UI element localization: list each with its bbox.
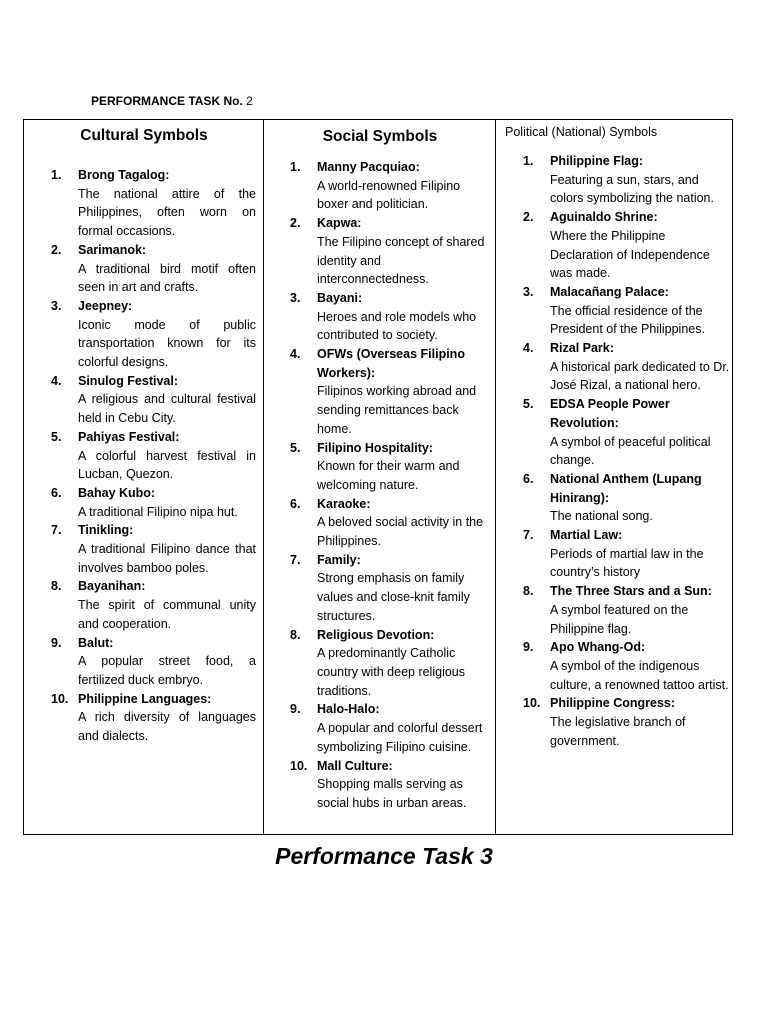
item-description: A traditional Filipino nipa hut. [78, 504, 238, 519]
item-description: Known for their warm and welcoming nature. [317, 459, 460, 492]
item-title: Malacañang Palace: [550, 284, 669, 299]
item-number: 2. [290, 216, 301, 231]
item-title: Halo-Halo: [317, 702, 380, 717]
item-description: Iconic mode of public transportation known for its colorful designs. [78, 317, 256, 370]
list-item [51, 241, 256, 297]
item-number: 9. [290, 702, 301, 717]
item-number: 10. [51, 691, 69, 706]
list-item [290, 551, 492, 626]
item-number: 2. [523, 210, 534, 225]
item-description: A symbol of peaceful political change. [550, 434, 711, 468]
item-description: A colorful harvest festival in Lucban, Quezon. [78, 448, 256, 482]
item-number: 7. [51, 523, 62, 538]
list-item [51, 521, 256, 577]
list-item [51, 297, 256, 372]
item-description: A predominantly Catholic country with deep religious traditions. [317, 646, 465, 698]
list-item [523, 694, 731, 750]
list-item [523, 152, 731, 208]
list-item [51, 372, 256, 428]
item-title: EDSA People Power Revolution: [550, 397, 670, 430]
item-number: 1. [51, 168, 62, 182]
item-title: Aguinaldo Shrine: [550, 210, 658, 225]
item-number: 7. [523, 528, 534, 543]
item-description: A rich diversity of languages and dialects. [78, 710, 256, 744]
list-item [51, 690, 256, 746]
list-item [523, 526, 731, 582]
item-number: 1. [523, 154, 534, 168]
list-item [290, 345, 492, 439]
item-title: Mall Culture: [317, 758, 393, 773]
list-item [51, 634, 256, 690]
item-number: 8. [290, 627, 301, 642]
item-description: A popular street food, a fertilized duck embryo. [78, 654, 256, 687]
column-title: Political (National) Symbols [505, 125, 658, 139]
list-item [523, 339, 731, 395]
item-title: Kapwa: [317, 216, 362, 231]
item-number: 5. [523, 397, 534, 412]
list-item [523, 470, 731, 526]
item-description: A world-renowned Filipino boxer and politician. [317, 178, 461, 212]
item-title: Martial Law: [550, 528, 623, 543]
task-number-label: PERFORMANCE TASK No. [91, 94, 243, 108]
item-description: The official residence of the President of the Philippines. [550, 303, 705, 337]
column-title: Cultural Symbols [80, 127, 208, 144]
item-number: 10. [290, 758, 308, 773]
item-description: The national song. [550, 509, 653, 524]
page-title: Performance Task 3 [275, 843, 493, 869]
item-description: A historical park dedicated to Dr. José Rizal, a national hero. [550, 359, 730, 393]
item-title: OFWs (Overseas Filipino Workers): [317, 347, 465, 380]
item-number: 5. [290, 440, 301, 455]
item-number: 5. [51, 429, 62, 444]
column-title: Social Symbols [322, 128, 438, 145]
item-number: 3. [290, 290, 301, 305]
item-number: 10. [523, 696, 541, 711]
task-number-heading [91, 94, 253, 108]
item-number: 8. [51, 579, 62, 594]
list-item [51, 428, 256, 484]
symbol-list [51, 166, 256, 746]
item-title: Tinikling: [78, 523, 134, 538]
item-description: The legislative branch of government. [550, 715, 686, 748]
list-item [523, 395, 731, 470]
symbol-list [523, 152, 731, 751]
list-item [290, 439, 492, 495]
symbols-table [23, 119, 733, 835]
list-item [290, 700, 492, 756]
item-number: 7. [290, 552, 301, 567]
list-item [523, 638, 731, 694]
item-title: Apo Whang-Od: [550, 640, 646, 655]
political-symbols-column [495, 120, 733, 834]
item-number: 6. [523, 471, 534, 486]
list-item [523, 208, 731, 283]
item-description: A religious and cultural festival held in Cebu City. [78, 392, 256, 426]
item-number: 4. [523, 341, 534, 356]
list-item [51, 577, 256, 633]
list-item [51, 166, 256, 241]
item-number: 9. [51, 635, 62, 650]
item-description: Periods of martial law in the country’s history [550, 546, 704, 580]
item-number: 6. [290, 496, 301, 511]
item-title: Balut: [78, 635, 114, 650]
item-description: Filipinos working abroad and sending remittances back home. [317, 384, 477, 436]
item-number: 2. [51, 242, 62, 257]
item-number: 8. [523, 584, 534, 599]
item-description: Heroes and role models who contributed to society. [317, 309, 477, 343]
item-title: Philippine Flag: [550, 154, 644, 168]
item-title: National Anthem (Lupang Hinirang): [550, 471, 702, 505]
list-item [290, 757, 492, 813]
list-item [523, 582, 731, 638]
item-description: A traditional Filipino dance that involves bamboo poles. [78, 542, 256, 575]
item-description: A popular and colorful dessert symbolizing Filipino cuisine. [317, 721, 483, 754]
item-title: Karaoke: [317, 496, 371, 511]
list-item [523, 283, 731, 339]
item-title: Rizal Park: [550, 341, 614, 356]
item-description: A symbol featured on the Philippine flag. [550, 602, 689, 636]
item-number: 6. [51, 485, 62, 500]
item-title: Jeepney: [78, 298, 133, 313]
list-item [51, 484, 256, 521]
task-number-value: 2 [246, 94, 253, 108]
item-title: Religious Devotion: [317, 627, 435, 642]
item-number: 4. [51, 373, 62, 388]
item-description: A symbol of the indigenous culture, a renowned tattoo artist. [550, 658, 729, 692]
symbol-list [290, 158, 492, 813]
list-item [290, 214, 492, 289]
item-title: Pahiyas Festival: [78, 429, 180, 444]
list-item [290, 289, 492, 345]
item-title: Philippine Languages: [78, 691, 212, 706]
item-title: Philippine Congress: [550, 696, 676, 711]
item-title: Family: [317, 552, 361, 567]
item-description: A traditional bird motif often seen in art and crafts. [78, 261, 256, 295]
social-symbols-column [263, 119, 496, 834]
item-title: Filipino Hospitality: [317, 440, 433, 455]
item-title: Brong Tagalog: [78, 168, 170, 182]
item-description: Featuring a sun, stars, and colors symbolizing the nation. [550, 172, 714, 206]
item-description: The Filipino concept of shared identity and interconnectedness. [317, 234, 485, 287]
item-title: Bayani: [317, 290, 363, 305]
item-title: The Three Stars and a Sun: [550, 584, 712, 599]
item-description: The national attire of the Philippines, often worn on formal occasions. [78, 186, 256, 239]
item-description: A beloved social activity in the Philippines. [317, 515, 484, 549]
item-title: Bahay Kubo: [78, 485, 156, 500]
list-item [290, 158, 492, 214]
cultural-symbols-column [24, 120, 264, 834]
item-description: Shopping malls serving as social hubs in urban areas. [317, 777, 467, 810]
item-description: Strong emphasis on family values and close-knit family structures. [317, 571, 470, 623]
item-title: Sarimanok: [78, 242, 147, 257]
item-title: Bayanihan: [78, 579, 146, 594]
item-title: Sinulog Festival: [78, 373, 179, 388]
list-item [290, 626, 492, 701]
item-number: 1. [290, 160, 301, 174]
item-title: Manny Pacquiao: [317, 160, 420, 174]
item-number: 3. [51, 298, 62, 313]
item-number: 4. [290, 347, 301, 362]
item-description: The spirit of communal unity and cooperation. [78, 598, 256, 631]
item-number: 9. [523, 640, 534, 655]
list-item [290, 495, 492, 551]
item-description: Where the Philippine Declaration of Independence was made. [550, 228, 710, 281]
item-number: 3. [523, 284, 534, 299]
